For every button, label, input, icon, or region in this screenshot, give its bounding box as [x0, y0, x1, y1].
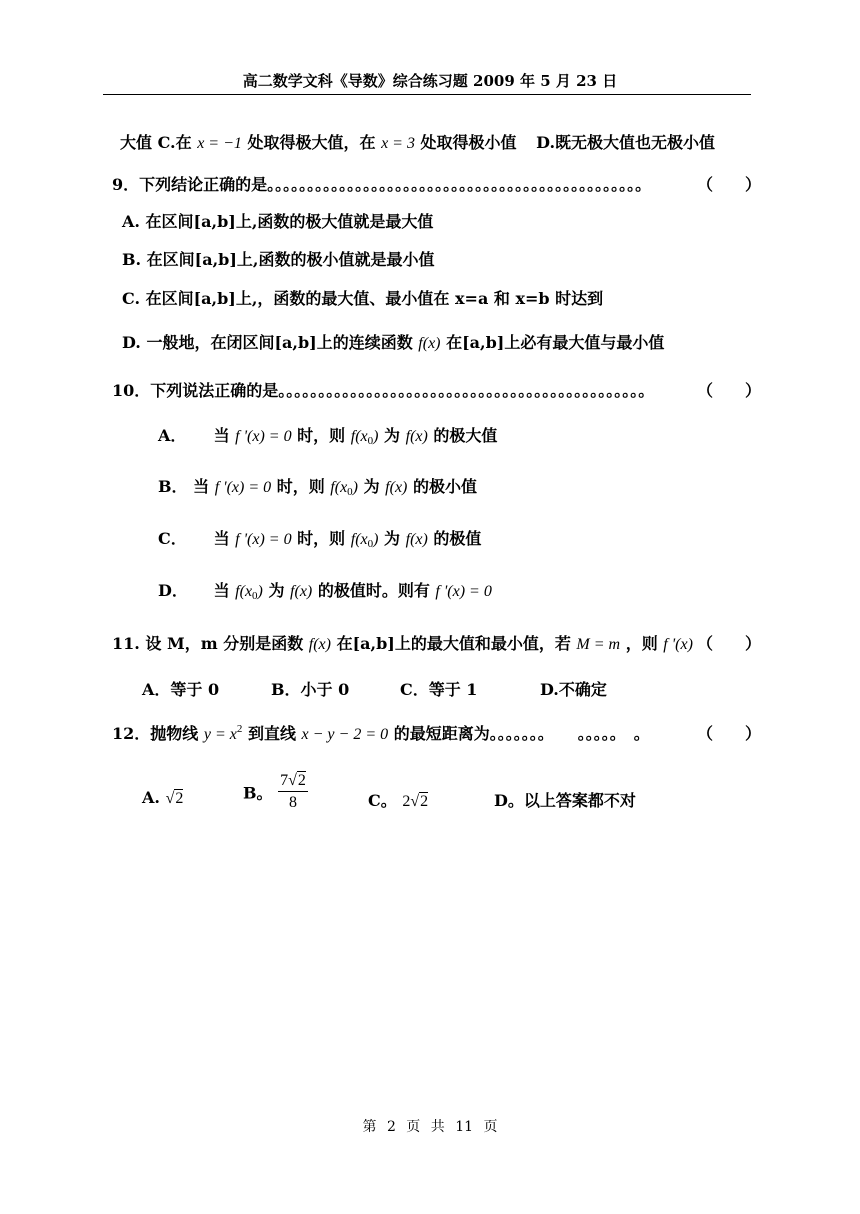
- q10-option-a-pre: 当: [213, 426, 230, 445]
- q10-option-d-mid2: 为: [268, 581, 285, 600]
- q9-option-d-fx: f(x): [418, 335, 441, 352]
- q10-option-a-mid: 时，则: [297, 426, 346, 445]
- q12-curve-base: y = x: [203, 726, 237, 743]
- q11-fpx: f '(x): [663, 636, 693, 653]
- q8-math-2: x = 3: [381, 135, 415, 152]
- q12-option-b-radicand: 2: [297, 772, 306, 789]
- q11-option-b: B．小于 0: [271, 680, 350, 699]
- q10-option-d-cond: f '(x) = 0: [435, 583, 492, 600]
- q9-option-c: C. 在区间[a,b]上,，函数的最大值、最小值在 x=a 和 x=b 时达到: [122, 289, 604, 308]
- q10-option-a-fx0-base: f(x: [350, 428, 368, 445]
- q10-option-d-label: D．: [158, 581, 188, 600]
- q12-option-b: [243, 772, 308, 812]
- q10-option-b-fx0-sub: 0: [347, 486, 353, 498]
- q10-option-b-fx0-close: ): [352, 479, 358, 496]
- q10-option-a-fx0: [351, 428, 379, 445]
- q10-option-d-fx0-close: ): [257, 583, 263, 600]
- q10-option-a-fx: f(x): [405, 428, 428, 445]
- q10-option-d: [158, 578, 492, 602]
- q12-option-c-label: C。: [368, 791, 397, 810]
- q10-option-a-label: A．: [158, 426, 187, 445]
- q12-option-d: D。以上答案都不对: [494, 791, 636, 810]
- q10-option-a-fx0-close: ): [373, 428, 379, 445]
- q10-option-b: [158, 474, 477, 498]
- q12-option-b-num-coef: 7: [280, 772, 289, 789]
- q12-option-b-sqrt: √2: [288, 772, 306, 789]
- q10-option-c-fx0-close: ): [373, 531, 379, 548]
- q11-mid: 在[a,b]上的最大值和最小值，若: [336, 634, 571, 653]
- q12-option-a-radicand: 2: [175, 790, 184, 807]
- q10-option-d-fx: f(x): [290, 583, 313, 600]
- q10-option-b-pre: 当: [193, 477, 210, 496]
- q10-option-a-fx0-sub: 0: [367, 435, 374, 447]
- q10-option-a-cond: f '(x) = 0: [235, 428, 292, 445]
- q11-mid2: ，则: [625, 634, 658, 653]
- q12-curve: [203, 723, 243, 743]
- q8-text-1: 大值 C.在: [120, 133, 192, 152]
- q10-option-c-mid2: 为: [384, 529, 401, 548]
- q12-option-c-sqrt: √2: [410, 793, 429, 810]
- q10-option-c-fx: f(x): [405, 531, 428, 548]
- q12-option-c-radicand: 2: [420, 793, 429, 810]
- q12-answer-paren: （ ）: [697, 724, 762, 743]
- q9-option-a: A. 在区间[a,b]上,函数的极大值就是最大值: [122, 212, 434, 231]
- q11-option-c: C．等于 1: [400, 680, 478, 699]
- q9-stem: 9．下列结论正确的是。。。。。。。。。。。。。。。。。。。。。。。。。。。。。。。。。。。。。。。。。。。。。。。: [112, 175, 652, 194]
- q12-option-a-label: A.: [142, 788, 160, 807]
- q9-option-d-post: 在[a,b]上必有最大值与最小值: [446, 333, 665, 352]
- q10-option-b-mid2: 为: [363, 477, 380, 496]
- q10-answer-paren: （ ）: [697, 381, 762, 400]
- q12-line-eq: x − y − 2 = 0: [301, 726, 389, 743]
- q10-option-c-fx0-sub: 0: [367, 538, 374, 550]
- header-rule: [103, 94, 751, 95]
- q11-stem: [112, 631, 693, 654]
- q10-option-c-pre: 当: [213, 529, 230, 548]
- q12-post: 的最短距离为。。。。。。。 。。。。。 。: [393, 724, 650, 743]
- q12-option-b-denominator: 8: [289, 794, 297, 811]
- q12-curve-exp: 2: [236, 723, 243, 735]
- q12-option-b-numerator: [278, 772, 308, 792]
- q12-mid: 到直线: [247, 724, 296, 743]
- q11-fx: f(x): [308, 636, 331, 653]
- q12-option-c: [368, 788, 428, 811]
- q12-option-b-label: B。: [243, 783, 273, 803]
- page-footer: 第 2 页 共 11 页: [362, 1119, 498, 1135]
- q8-math-1: x = −1: [197, 135, 242, 152]
- q10-option-a: [158, 423, 497, 447]
- q12-stem: [112, 721, 650, 744]
- q11-answer-paren: （ ）: [697, 634, 762, 653]
- q10-option-b-fx: f(x): [385, 479, 408, 496]
- q9-option-d: [122, 330, 664, 353]
- q10-stem: 10．下列说法正确的是。。。。。。。。。。。。。。。。。。。。。。。。。。。。。。。。。。。。。。。。。。。。。。: [112, 381, 655, 400]
- q11-option-a: A．等于 0: [142, 680, 220, 699]
- q10-option-d-fx0-sub: 0: [252, 590, 258, 602]
- q12-option-c-coef: 2: [402, 793, 411, 810]
- q8-option-d: D.既无极大值也无极小值: [536, 133, 716, 152]
- q11-eq: M = m: [576, 636, 621, 653]
- q8-text-2: 处取得极大值，在: [247, 133, 376, 152]
- q10-option-d-post: 的极值时。则有: [317, 581, 430, 600]
- q8-tail-line: [120, 130, 715, 153]
- q10-option-c-fx0: [351, 531, 379, 548]
- page-header-title: 高二数学文科《导数》综合练习题 2009 年 5 月 23 日: [242, 72, 618, 90]
- q12-option-a-sqrt: √2: [165, 790, 184, 807]
- q10-option-c-mid: 时，则: [297, 529, 346, 548]
- q10-option-c-label: C．: [158, 529, 187, 548]
- q9-option-b: B. 在区间[a,b]上,函数的极小值就是最小值: [122, 250, 435, 269]
- q10-option-a-post: 的极大值: [433, 426, 498, 445]
- q12-option-a: [142, 788, 183, 808]
- q10-option-c: [158, 526, 481, 550]
- q10-option-b-label: B．: [158, 477, 188, 496]
- q12-option-b-fraction: [278, 772, 308, 812]
- q10-option-c-post: 的极值: [433, 529, 482, 548]
- q10-option-d-fx0: [235, 583, 263, 600]
- q11-pre: 11. 设 M，m 分别是函数: [112, 634, 304, 653]
- q9-answer-paren: （ ）: [697, 175, 762, 194]
- q10-option-a-mid2: 为: [384, 426, 401, 445]
- q10-option-b-cond: f '(x) = 0: [214, 479, 272, 496]
- q10-option-b-fx0: [330, 479, 358, 496]
- q10-option-b-fx0-base: f(x: [330, 479, 348, 496]
- q11-option-d: D.不确定: [540, 680, 607, 699]
- q9-option-d-pre: D. 一般地，在闭区间[a,b]上的连续函数: [122, 333, 413, 352]
- q10-option-d-fx0-base: f(x: [235, 583, 253, 600]
- q10-option-c-cond: f '(x) = 0: [235, 531, 292, 548]
- q10-option-c-fx0-base: f(x: [350, 531, 368, 548]
- q10-option-d-pre: 当: [213, 581, 230, 600]
- q12-pre: 12．抛物线: [112, 724, 199, 743]
- q8-text-3: 处取得极小值: [420, 133, 517, 152]
- q10-option-b-post: 的极小值: [412, 477, 477, 496]
- q10-option-b-mid: 时，则: [276, 477, 325, 496]
